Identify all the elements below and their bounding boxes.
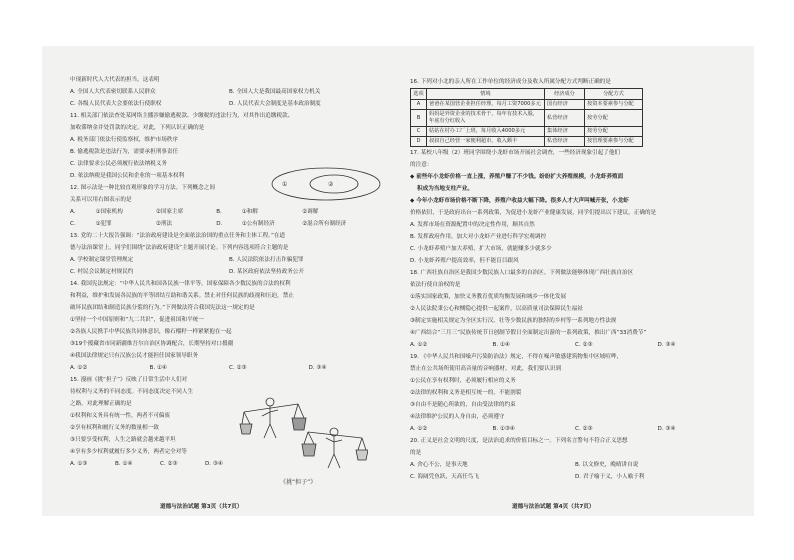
q14-option-c: C. ②③ <box>229 365 247 371</box>
q17-option-d: D. 小龙虾养殖户提高效率，但不能盲目跟风 <box>410 258 519 264</box>
q15-block <box>70 374 250 458</box>
q10-option-d: D. 人民代表大会制度是基本政治制度 <box>229 101 321 107</box>
q13-option-d: D. 某区政府依法坚持政务公开 <box>229 269 304 275</box>
q20-stem-1: 20. 正义是社会文明的尺度，是法治追求的价值目标之一。下列名言警句不符合正义思想 <box>410 438 628 444</box>
q18-option-b: B. ①④ <box>492 342 510 348</box>
q18-option-d: D. ③④ <box>657 342 676 348</box>
q15-stem-2: 待权利与义务的不同态度。不同态度决定不同人生 <box>70 389 194 395</box>
q12-b-1: ①和解 <box>241 209 258 215</box>
q18-option-c: C. ②③ <box>575 342 593 348</box>
person-left-icon <box>240 398 306 438</box>
q13-options-row1 <box>70 254 388 266</box>
q19-item-1: ①公民在享有权利时，必须履行相应的义务 <box>410 378 516 384</box>
q12-label-b: B. <box>216 209 222 215</box>
q11-stem-2: 加收滞纳金并处罚款的决定。对此，下列认识正确的是 <box>70 125 205 131</box>
q18-stem-1: 18. 广西壮族自治区是我国少数民族人口最多的自治区。下列做法能够体现广西壮族自治区 <box>410 270 634 276</box>
q10-options-row2 <box>70 98 388 110</box>
q16-header-economy: 经济成分 <box>545 89 585 100</box>
q14-option-a: A. ①② <box>70 365 88 371</box>
q13-options-row2 <box>70 266 388 278</box>
q14-item-4: ④我国法律规定只有汉族公民才能担任国家领导职务 <box>70 353 199 359</box>
q20-option-d: D. 君子喻于义，小人喻于利 <box>575 474 645 480</box>
q13-option-a: A. 学校制定课堂管理规定 <box>70 257 134 263</box>
q12-c-1: ①犯罪 <box>95 221 112 227</box>
q14-option-b: B. ①④ <box>149 365 167 371</box>
q14-item-3: ③19个援藏省市同新疆维吾尔自治区协调配合，长期坚持对口援疆 <box>70 341 234 347</box>
q10-stem-tail: 中现新时代人大代表的担当。这表明 <box>70 77 160 83</box>
q14-stem-3: 破坏民族团结和制造民族分裂的行为。”下列做法符合我国宪法这一规定的是 <box>70 305 255 311</box>
q15-stem-1: 15. 漫画《挑“担子”》反映了日常生活中人们对 <box>70 377 188 383</box>
q18-option-a: A. ①② <box>410 342 428 348</box>
q16-stem: 16. 下列对小北的亲人所在工作单位的经济成分及收入所属分配方式判断正确的是 <box>410 79 611 85</box>
q12-label-c: C. <box>70 221 76 227</box>
q19-stem-2: 禁止在公共场所使用高音量的音响器材。对此，我们要认识到 <box>410 366 562 372</box>
q20-option-b: B. 以文修史，晚晴讲自说 <box>575 462 639 468</box>
q14-stem-1: 14. 我国宪法规定：“中华人民共和国各民族一律平等。国家保障各少数民族的合法的权利 <box>70 281 291 287</box>
q19-option-b: B. ①③④ <box>492 426 515 432</box>
inner-label: ② <box>328 181 334 188</box>
q15-item-3: ③只要享受权利，人生之路就会越来越平坦 <box>70 437 176 443</box>
q16-header-distribution: 分配方式 <box>585 89 643 100</box>
q17-stem-2: 的注意： <box>410 162 433 168</box>
q14-stem-2: 和利益，维护和发展各民族的平等团结互助和谐关系。禁止对任何民族的歧视和压迫，禁止 <box>70 293 294 299</box>
q16-header-context: 情境 <box>427 89 545 100</box>
q12-stem-1: 12. 图示法是一种比较直观形象的学习方法。下列概念之间 <box>70 185 215 191</box>
q12-b-2: ②调解 <box>302 209 319 215</box>
q10-option-b: B. 全国人大是我国最高国家权力机关 <box>229 89 321 95</box>
right-page <box>410 76 740 483</box>
q15-item-1: ①权利和义务具有统一性，两者不可偏废 <box>70 413 171 419</box>
right-footer: 道德与法治试题 第4页（共7页） <box>512 504 595 510</box>
q20-option-c: C. 海阔凭鱼跃，天高任鸟飞 <box>410 474 479 480</box>
left-footer: 道德与法治试题 第3页（共7页） <box>160 504 243 510</box>
q10-option-c: C. 各级人民代表大会要依法行使职权 <box>70 101 162 107</box>
q18-options <box>410 339 740 351</box>
q15-cartoon-caption: 《挑“担子”》 <box>280 479 317 486</box>
q19-item-3: ③自由不是随心所欲的，自由受法律的约束 <box>410 402 516 408</box>
q20-options-row2 <box>410 471 740 483</box>
q11-option-a: A. 税务部门依法行使监察权，维护市场秩序 <box>70 137 178 143</box>
q11-option-c: C. 法律要求公民必须履行依法纳税义务 <box>70 161 167 167</box>
q12-a-2: ②国家主席 <box>155 209 184 215</box>
q17-quote-4: 价格依旧，于是政府出台一系列政策，为促进小龙虾产业健康发展，同学们提出以下建议，正确的是 <box>410 210 657 216</box>
q17-stem-1: 17. 某校八年级（2）班同学围绕小龙虾市场开展社会调查，一些经济现象引起了他们 <box>410 150 621 156</box>
q19-option-d: D. ③④ <box>657 426 676 432</box>
table-row: C 姑姑在村办工厂上班，每月收入4000多元 集体经济 按劳分配 <box>411 127 643 137</box>
q18-item-1: ①落实国家政策，加快义务教育优质均衡发展和城乡一体化发展 <box>410 294 567 300</box>
q15-stem-3: 之路。对此理解正确的是 <box>70 401 132 407</box>
q20-option-a: A. 舍心不公，是事天地 <box>410 462 468 468</box>
q17-quote-1: ◆ 前些年小龙虾价格一直上涨，养殖户赚了不少钱。纷纷扩大养殖规模，小龙虾养殖面 <box>410 174 624 180</box>
q14-options <box>70 362 388 374</box>
q15-option-b: B. ①④ <box>115 461 133 467</box>
q13-stem-1: 13. 党的二十大报告强调：“法治政府建设是全面依法治国的重点任务和主体工程。”在道 <box>70 233 286 239</box>
q18-item-2: ②人民法院秉公心和恻隐心提供一起案件，以高质量司法保障民生福祉 <box>410 306 583 312</box>
q16-table-header <box>411 89 643 100</box>
q17-option-b: B. 发挥政府作用，加大对小龙虾产业进行科学宏观调控 <box>410 234 547 240</box>
q17-option-a: A. 发挥市场在资源配置中的决定性作用，顺其自然 <box>410 222 535 228</box>
q15-item-4: ④享有多少权利就履行多少义务，两者完全对等 <box>70 449 187 455</box>
q14-item-2: ②各族人民携手中华民族共同体意识，像石榴籽一样紧紧抱在一起 <box>70 329 232 335</box>
person-right-icon <box>302 428 368 468</box>
q19-item-2: ②法律的权利和义务是相互统一的，不能割裂 <box>410 390 522 396</box>
q12-ellipse-diagram <box>268 164 388 204</box>
q12-d-2: ②混合所有制经济 <box>302 221 347 227</box>
q19-stem-1: 19. 《中华人民共和国噪声污染防治法》规定，不得在噪声敏感建筑物集中区域喧哗， <box>410 354 623 360</box>
q18-stem-2: 依法行使自治权的是 <box>410 282 461 288</box>
q16-header-option: 选项 <box>411 89 427 100</box>
q17-option-c: C. 小龙虾养殖户加大养殖，扩大市场，就能赚多少就多少 <box>410 246 552 252</box>
q11-stem-1: 11. 相关部门依法查处某网络主播涉嫌偷逃税款、少缴税的违法行为，对其作出追缴税款、 <box>70 113 294 119</box>
q18-item-4: ④广西结合“三月三”民族传统节日创制节假日全面制定出游的一系列政策，推出广西“33消费节” <box>410 330 647 336</box>
q12-a-1: ①国家机构 <box>95 209 123 215</box>
q19-option-a: A. ①② <box>410 426 428 432</box>
q14-option-d: D. ③④ <box>308 365 327 371</box>
q14-item-1: ①坚持一个中国原则和“九二共识”，促进祖国和平统一 <box>70 317 204 323</box>
q13-stem-2: 德与法治课堂上，同学们围绕“法治政府建设”主题开展讨论。下列内容选项符合主题的是 <box>70 245 289 251</box>
q17-quote-2: 积成为当地支柱产业。 <box>417 186 473 192</box>
q19-item-4: ④法律维护公民的人身自由，必须遵守 <box>410 414 505 420</box>
outer-label: ① <box>282 181 288 188</box>
q15-options <box>70 458 250 470</box>
q10-options-row1 <box>70 86 388 98</box>
table-row: D 叔叔自己经营一家便利超市，收入颇丰 私营经济 按管理要素参与分配 <box>411 137 643 147</box>
q15-cartoon <box>238 394 368 490</box>
q13-option-c: C. 村民会议制定村规民约 <box>70 269 134 275</box>
q16-table <box>410 88 643 147</box>
q12-c-2: ②刑法 <box>155 221 173 227</box>
outer-ellipse <box>272 168 380 200</box>
q11-option-d: D. 依法纳税是我国公民和企业的一项基本权利 <box>70 173 185 179</box>
inner-ellipse <box>310 175 358 193</box>
q12-options-row2 <box>70 218 388 230</box>
q19-options <box>410 423 740 435</box>
q17-quote-3: ◆ 今年小龙虾市场价格不断下降，养殖户收益大幅下降。很多人才大声叫喊开张，小龙虾 <box>410 198 629 204</box>
q15-option-a: A. ①③ <box>70 461 88 467</box>
q10-option-a: A. 全国人大代表密切联系人民群众 <box>70 89 156 95</box>
q20-options-row1 <box>410 459 740 471</box>
q20-stem-2: 的是 <box>410 450 422 456</box>
q12-options-row1 <box>70 206 388 218</box>
table-row: A 爸爸在某国营企业担任经理，每月工资7000多元 国有经济 按资本要素参与分配 <box>411 100 643 110</box>
table-row: B 妈妈是外资企业的技术骨干，每年有技术入股，年底有分红收入 私营经济 按劳分配 <box>411 110 643 127</box>
q12-d-1: ①公有制经济 <box>241 221 275 227</box>
exam-sheet <box>42 46 754 516</box>
q12-label-d: D. <box>216 221 223 227</box>
q15-option-c: C. ②③ <box>160 461 178 467</box>
q12-label-a: A. <box>70 209 76 215</box>
q19-option-c: C. ②③ <box>575 426 593 432</box>
q11-option-b: B. 偷逃税款是违法行为，需要承担刑事责任 <box>70 149 179 155</box>
q15-option-d: D. ③④ <box>205 461 223 467</box>
q13-option-b: B. 人民法院依法打击诈骗犯罪 <box>229 257 304 263</box>
q12-stem-2: 关系可以用右图表示的是 <box>70 197 132 203</box>
q18-item-3: ③制定实施相关规定为全区实行汉、壮等少数民族的独特的乡村等一系列地方性法规 <box>410 318 617 324</box>
q15-item-2: ②享有权利和履行义务的数量相一致 <box>70 425 159 431</box>
